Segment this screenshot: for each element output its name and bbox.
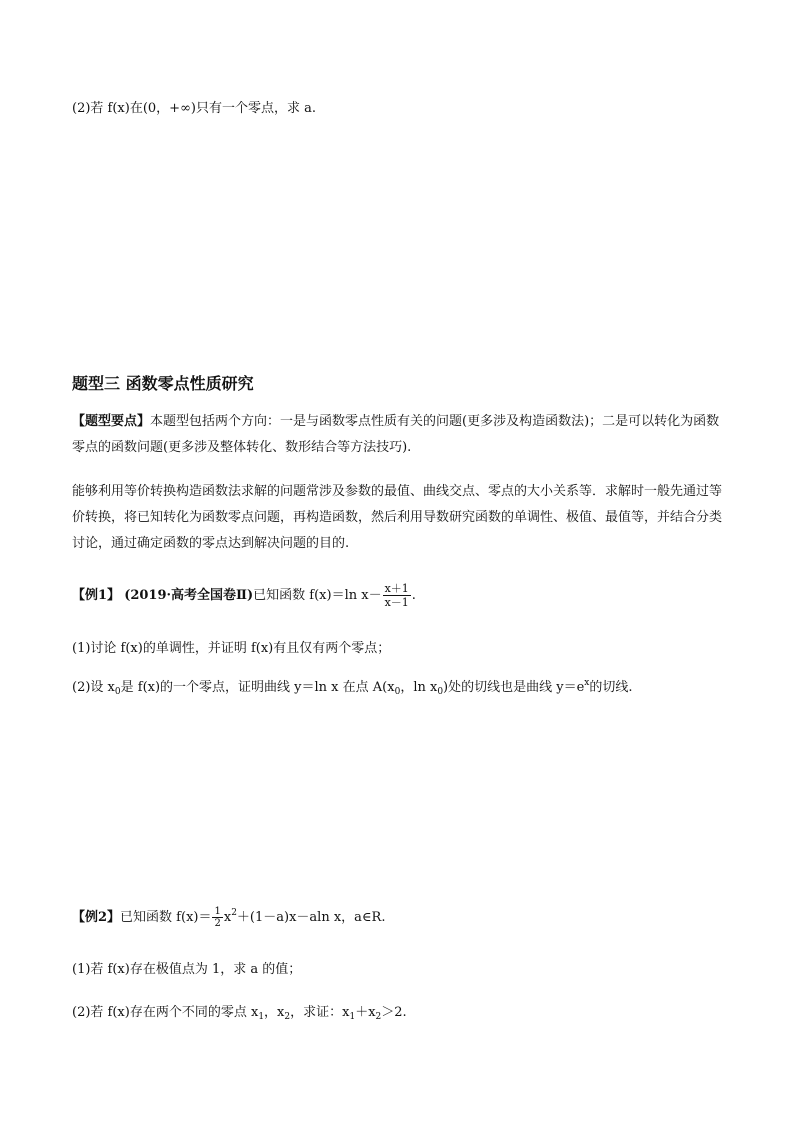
section-heading: 题型三 函数零点性质研究 — [72, 374, 254, 393]
text-segment: 的切线. — [589, 680, 633, 695]
subscript: 0 — [437, 687, 444, 697]
example-2-label: 【例2】 — [72, 910, 121, 925]
subscript: 2 — [284, 1012, 291, 1022]
fraction-numerator: 1 — [214, 906, 221, 917]
subscript: 1 — [349, 1012, 356, 1022]
text-segment: ，x — [264, 1005, 285, 1020]
text-segment: ＞2. — [381, 1005, 407, 1020]
section-intro: 能够利用等价转换构造函数法求解的问题常涉及参数的最值、曲线交点、零点的大小关系等．求解时一般先通过等价转换，将已知转化为函数零点问题，再构造函数，然后利用导数研究函数的单调性、极值、最值等，并结合分类讨论，通过确定函数的零点达到解决问题的目的. — [72, 484, 723, 551]
text-segment: (2)设 x — [72, 680, 115, 695]
example-2-part-1: (1)若 f(x)存在极值点为 1，求 a 的值； — [72, 962, 302, 977]
text-segment: 是 f(x)的一个零点，证明曲线 y＝ln x 在点 A(x — [120, 680, 395, 695]
text-segment: (2)若 f(x)存在两个不同的零点 x — [72, 1005, 259, 1020]
example-1-fraction — [383, 582, 411, 609]
example-2-stem-text: 已知函数 f(x)＝ — [120, 910, 212, 925]
problem-part-2: (2)若 f(x)在(0，+∞)只有一个零点，求 a. — [72, 101, 316, 116]
example-1-part-2 — [72, 676, 633, 697]
example-1-part-1: (1)讨论 f(x)的单调性，并证明 f(x)有且仅有两个零点； — [72, 641, 391, 656]
subscript: 0 — [114, 687, 121, 697]
example-1-label: 【例1】 — [72, 588, 121, 603]
example-1-stem — [72, 582, 416, 609]
example-1-stem-end: . — [411, 588, 416, 603]
example-1-source: (2019·高考全国卷Ⅱ) — [124, 588, 254, 603]
tip-text: 本题型包括两个方向：一是与函数零点性质有关的问题(更多涉及构造函数法)；二是可以转化为函数零点的函数问题(更多涉及整体转化、数形结合等方法技巧). — [72, 414, 720, 455]
subscript: 2 — [375, 1012, 382, 1022]
fraction-numerator: x＋1 — [384, 582, 409, 595]
text-segment: ，ln x — [400, 680, 438, 695]
text-segment: ＋(1－a)x－aln x，a∈R. — [236, 910, 386, 925]
example-1-stem-text: 已知函数 f(x)＝ln x－ — [253, 588, 382, 603]
superscript: x — [584, 678, 590, 688]
section-tip — [72, 409, 726, 461]
subscript: 0 — [394, 687, 401, 697]
tip-label: 【题型要点】 — [72, 414, 151, 429]
example-2-part-2 — [72, 1001, 407, 1022]
fraction-denominator: 2 — [214, 918, 221, 929]
example-2-stem — [72, 906, 385, 929]
text-segment: ＋x — [355, 1005, 376, 1020]
text-segment: )处的切线也是曲线 y＝e — [443, 680, 585, 695]
example-2-fraction — [212, 906, 222, 929]
text-segment: x — [223, 910, 232, 925]
subscript: 1 — [258, 1012, 265, 1022]
text-segment: ，求证：x — [290, 1005, 350, 1020]
superscript: 2 — [231, 908, 237, 918]
fraction-denominator: x－1 — [384, 596, 409, 609]
